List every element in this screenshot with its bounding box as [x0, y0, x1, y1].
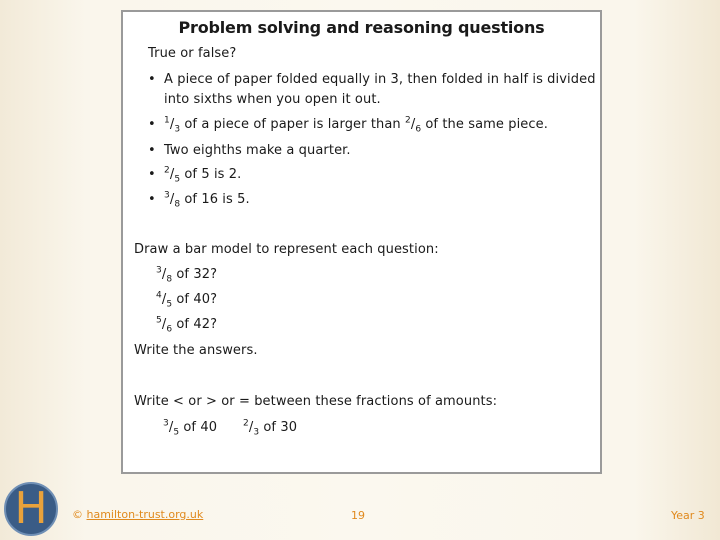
worksheet-panel — [121, 10, 602, 474]
fraction: $^2/_3$ — [243, 418, 260, 438]
statement-5: $^3/_8$ of 16 is 5. — [164, 190, 250, 210]
bar-model-question-3: $^5/_6$ of 42? — [156, 315, 218, 335]
fraction: $^3/_5$ — [163, 418, 180, 438]
copyright-symbol: © — [72, 508, 83, 521]
fraction: $^2/_6$ — [405, 115, 422, 135]
bar-model-heading: Draw a bar model to represent each question: — [134, 242, 439, 257]
bullet-icon: • — [148, 117, 156, 132]
fraction: $^2/_5$ — [164, 165, 181, 185]
copyright-notice — [72, 508, 203, 521]
bar-model-question-1: $^3/_8$ of 32? — [156, 265, 218, 285]
statement-1-line-1: A piece of paper folded equally in 3, then folded in half is divided — [164, 72, 596, 87]
fraction: $^5/_6$ — [156, 315, 173, 335]
bar-model-instruction: Write the answers. — [134, 343, 258, 358]
year-label: Year 3 — [671, 509, 705, 522]
statement-1-line-2: into sixths when you open it out. — [164, 92, 381, 107]
statement-2: $^1/_3$ of a piece of paper is larger than $^2/_6$ of the same piece. — [164, 115, 548, 135]
hamilton-logo-icon: H — [4, 482, 58, 536]
statement-3: Two eighths make a quarter. — [164, 143, 351, 158]
bullet-icon: • — [148, 143, 156, 158]
fraction: $^4/_5$ — [156, 290, 173, 310]
fraction: $^3/_8$ — [156, 265, 173, 285]
bullet-icon: • — [148, 192, 156, 207]
fraction: $^1/_3$ — [164, 115, 181, 135]
bar-model-question-2: $^4/_5$ of 40? — [156, 290, 218, 310]
page-number: 19 — [351, 509, 365, 522]
compare-heading: Write < or > or = between these fractions of amounts: — [134, 394, 498, 409]
compare-amount-b: $^2/_3$ of 30 — [243, 418, 298, 438]
page-title: Problem solving and reasoning questions — [178, 18, 545, 37]
statement-4: $^2/_5$ of 5 is 2. — [164, 165, 242, 185]
bullet-icon: • — [148, 167, 156, 182]
hamilton-trust-link[interactable]: hamilton-trust.org.uk — [86, 508, 204, 521]
fraction: $^3/_8$ — [164, 190, 181, 210]
true-false-heading: True or false? — [148, 46, 237, 61]
compare-amount-a: $^3/_5$ of 40 — [163, 418, 218, 438]
bullet-icon: • — [148, 72, 156, 87]
